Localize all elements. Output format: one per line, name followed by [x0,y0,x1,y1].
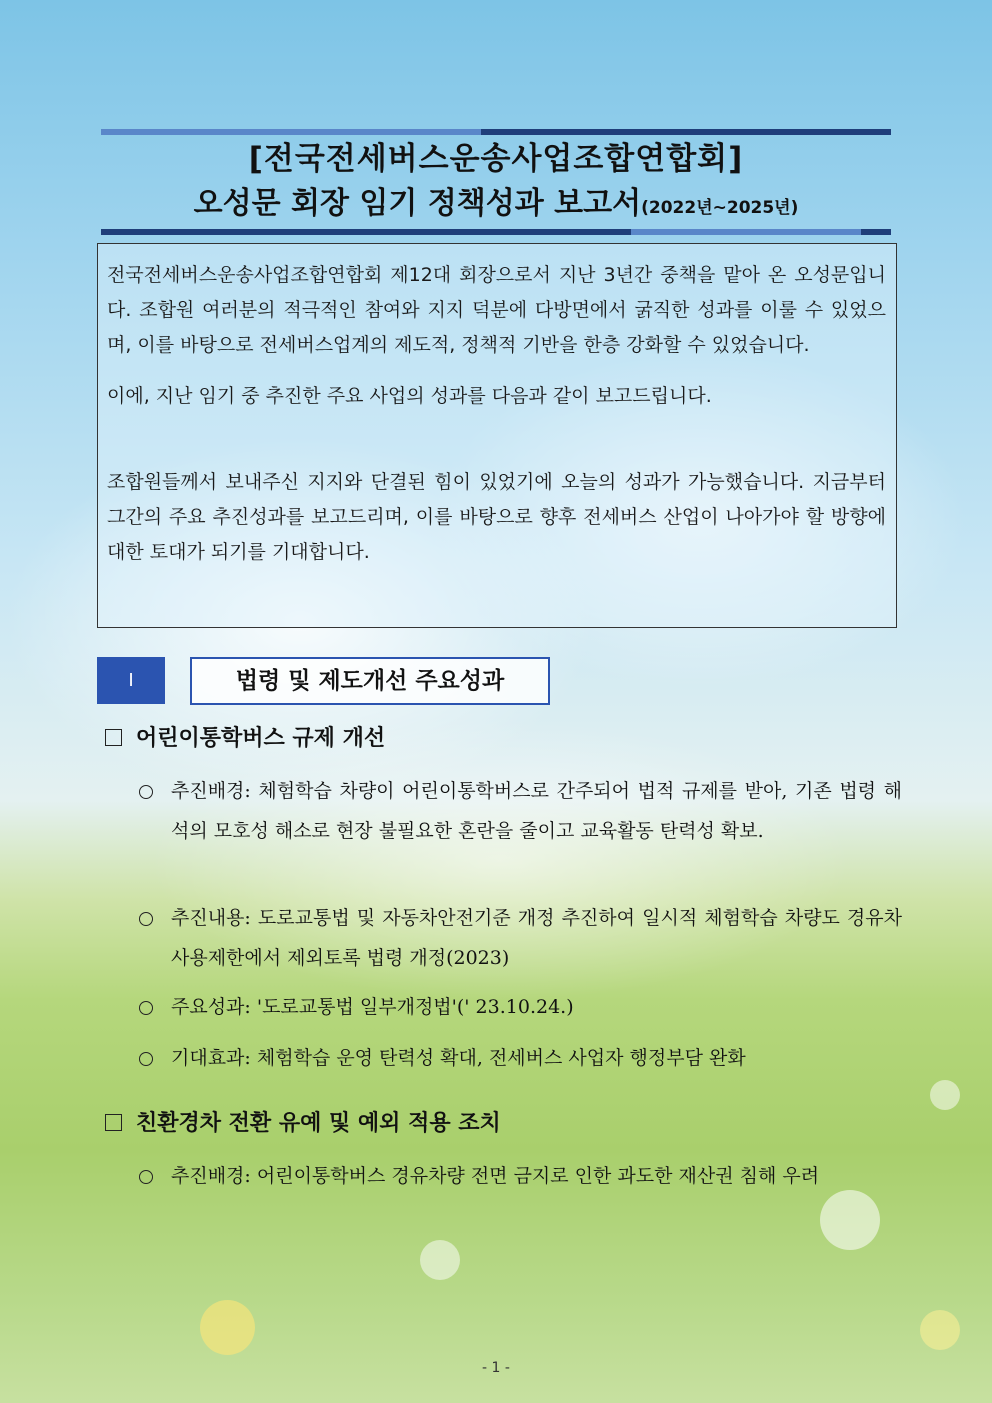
organization-title: [전국전세버스운송사업조합연합회] [248,141,744,177]
bullet-text: 추진배경: 체험학습 차량이 어린이통학버스로 간주되어 법적 규제를 받아, 기존 법령 해석의 모호성 해소로 현장 불필요한 혼란을 줄이고 교육활동 탄력성 확보. [171,780,902,842]
circle-bullet-icon [139,1170,153,1184]
report-title [101,129,891,235]
subsection-heading-text: 친환경차 전환 유예 및 예외 적용 조치 [136,1111,501,1136]
circle-bullet-icon [139,1001,153,1015]
bullet-text: 기대효과: 체험학습 운영 탄력성 확대, 전세버스 사업자 행정부담 완화 [171,1047,746,1069]
background-flare [420,1240,460,1280]
subsection-heading-eco-vehicle [105,1109,501,1139]
report-subtitle-text: 오성문 회장 임기 정책성과 보고서 [193,186,642,221]
background-flare [920,1310,960,1350]
bullet-text: 주요성과: '도로교통법 일부개정법'(' 23.10.24.) [171,996,574,1018]
title-top-rule [101,129,891,135]
circle-bullet-icon [139,1052,153,1066]
bullet-text: 추진내용: 도로교통법 및 자동차안전기준 개정 추진하여 일시적 체험학습 차량도 경유차 사용제한에서 제외토록 법령 개정(2023) [171,907,902,969]
intro-box [97,243,897,628]
circle-bullet-icon [139,785,153,799]
background-flare [200,1300,255,1355]
intro-paragraph-3: 조합원들께서 보내주신 지지와 단결된 힘이 있었기에 오늘의 성과가 가능했습니다. 지금부터 그간의 주요 추진성과를 보고드리며, 이를 바탕으로 향후 전세버스 산업이 나아가야 할 방향에 대한 토대가 되기를 기대합니다. [107,471,886,563]
page-number: - 1 - [482,1360,510,1376]
bullet-item [137,987,902,1027]
section-number: Ⅰ [97,657,165,704]
report-subtitle [101,183,891,229]
bullet-item [137,898,902,978]
bullet-item [137,1038,902,1078]
bullet-item [137,1156,902,1196]
title-bottom-rule [101,229,891,235]
background-flare [820,1190,880,1250]
intro-paragraph-1: 전국전세버스운송사업조합연합회 제12대 회장으로서 지난 3년간 중책을 맡아 온 오성문입니다. 조합원 여러분의 적극적인 참여와 지지 덕분에 다방면에서 굵직한 성과를 이룰 수 있었으며, 이를 바탕으로 전세버스업계의 제도적, 정책적 기반을 한층 강화할 수 있었습니다. [107,264,886,356]
checkbox-square-icon [105,1114,122,1131]
circle-bullet-icon [139,912,153,926]
intro-paragraph-2: 이에, 지난 임기 중 추진한 주요 사업의 성과를 다음과 같이 보고드립니다. [107,385,712,407]
section-title: 법령 및 제도개선 주요성과 [190,657,550,705]
bullet-item [137,771,902,851]
subsection-heading-school-bus [105,724,385,754]
background-flare [930,1080,960,1110]
subsection-heading-text: 어린이통학버스 규제 개선 [136,726,386,751]
report-years: (2022년~2025년) [641,198,799,218]
bullet-text: 추진배경: 어린이통학버스 경유차량 전면 금지로 인한 과도한 재산권 침해 우려 [171,1165,820,1187]
checkbox-square-icon [105,729,122,746]
